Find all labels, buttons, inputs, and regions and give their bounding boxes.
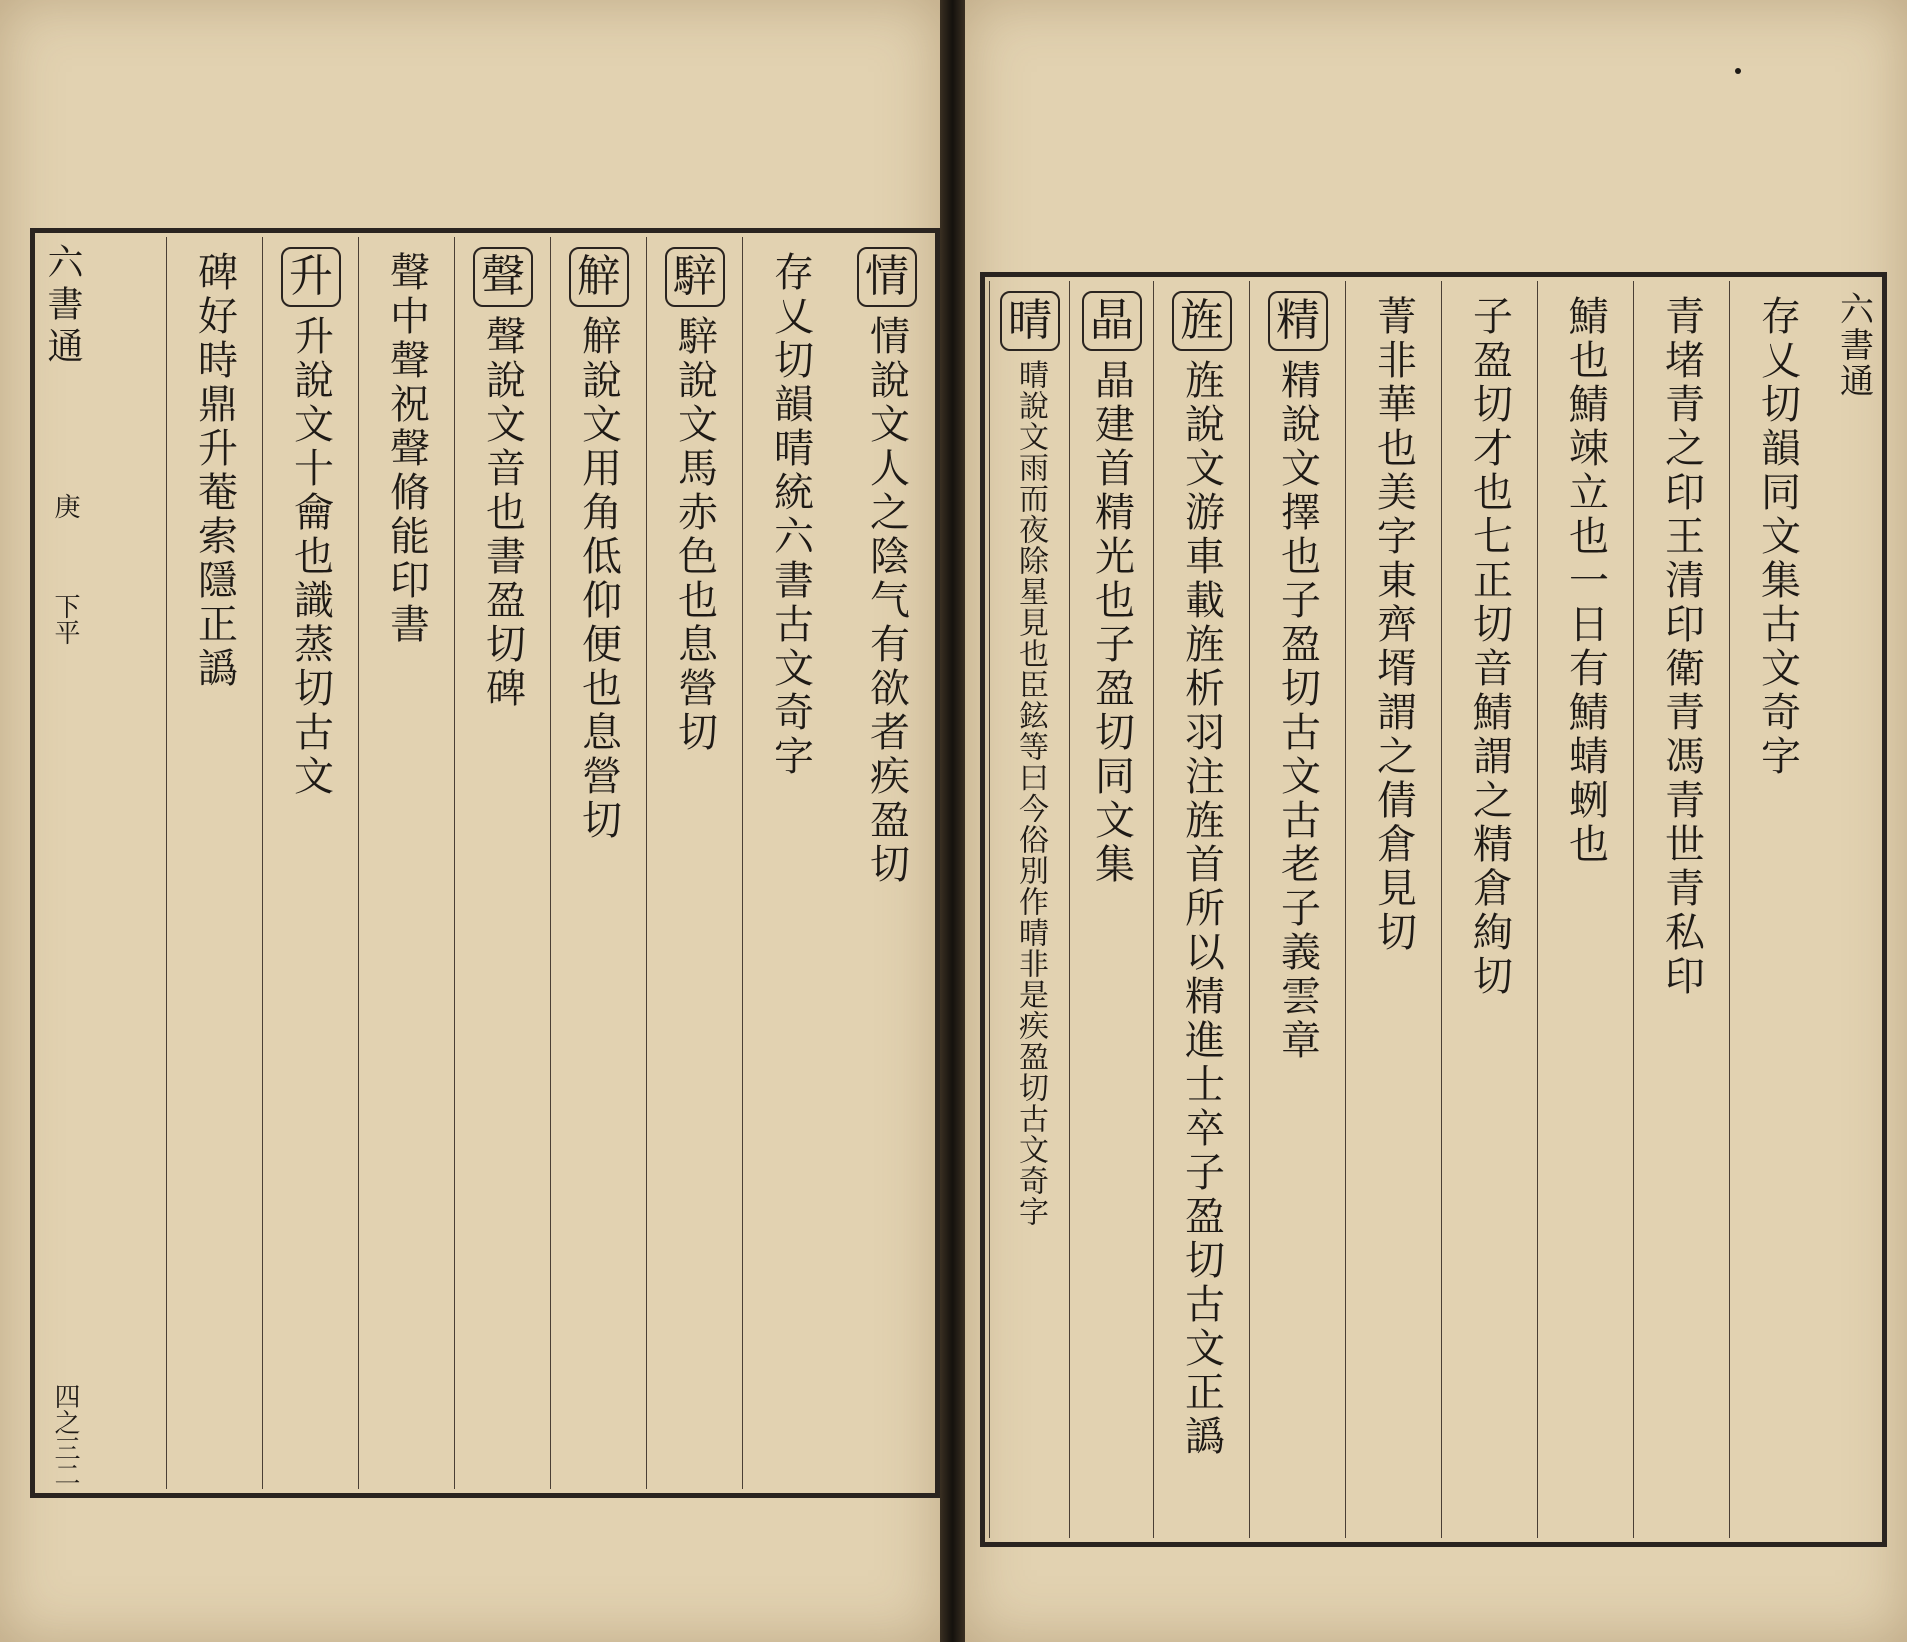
headword-box: 騂 bbox=[665, 247, 725, 307]
headword-box: 精 bbox=[1268, 291, 1328, 351]
column-9 bbox=[989, 281, 1070, 1538]
column-3 bbox=[1537, 281, 1634, 1538]
folio-number: 四之三二 bbox=[50, 1383, 80, 1487]
column-text: 鯖也鯖竦立也一日有鯖蜻蛚也 bbox=[1562, 295, 1609, 867]
column-1 bbox=[1729, 281, 1826, 1538]
margin-column bbox=[1826, 281, 1882, 1538]
column-text: 騂說文馬赤色也息營切 bbox=[671, 315, 718, 755]
column-3 bbox=[646, 237, 743, 1489]
column-5 bbox=[1345, 281, 1442, 1538]
margin-book-title: 六書通 bbox=[42, 243, 83, 369]
column-2 bbox=[742, 237, 839, 1489]
column-text: 精說文擇也子盈切古文古老子義雲章 bbox=[1274, 359, 1321, 1063]
column-5 bbox=[454, 237, 551, 1489]
column-text: 聲說文音也書盈切碑 bbox=[479, 315, 526, 711]
right-page-frame bbox=[980, 272, 1887, 1547]
column-text: 碑好時鼎升菴索隱正譌 bbox=[191, 251, 238, 691]
column-text: 升說文十龠也識蒸切古文 bbox=[287, 315, 334, 799]
column-2 bbox=[1633, 281, 1730, 1538]
headword-box: 旌 bbox=[1172, 291, 1232, 351]
column-7 bbox=[1153, 281, 1250, 1538]
column-text: 菁非華也美字東齊壻謂之倩倉見切 bbox=[1370, 295, 1417, 955]
column-text: 子盈切才也七正切音鯖謂之精倉絢切 bbox=[1466, 295, 1513, 999]
margin-rhyme: 庚 bbox=[50, 493, 80, 519]
margin-book-title: 六書通 bbox=[1833, 291, 1874, 399]
headword-box: 晶 bbox=[1082, 291, 1142, 351]
column-text: 聲中聲祝聲脩能印書 bbox=[383, 251, 430, 647]
column-1 bbox=[839, 237, 935, 1489]
headword-box: 晴 bbox=[1000, 291, 1060, 351]
headword-box: 情 bbox=[857, 247, 917, 307]
column-text: 晶建首精光也子盈切同文集 bbox=[1088, 359, 1135, 887]
headword-box: 聲 bbox=[473, 247, 533, 307]
column-4 bbox=[1441, 281, 1538, 1538]
book-gutter bbox=[940, 0, 965, 1642]
column-8 bbox=[166, 237, 263, 1489]
ink-dot bbox=[1735, 68, 1741, 74]
left-page-frame bbox=[30, 228, 940, 1498]
column-text: 觪說文用角低仰便也息營切 bbox=[575, 315, 622, 843]
left-page bbox=[0, 0, 940, 1642]
headword-box: 升 bbox=[281, 247, 341, 307]
column-6 bbox=[358, 237, 455, 1489]
column-text: 旌說文游車載旌析羽注旌首所以精進士卒子盈切古文正譌 bbox=[1178, 359, 1225, 1459]
column-text: 晴說文雨而夜除星見也臣鉉等曰今俗別作晴非是疾盈切古文奇字 bbox=[1013, 359, 1048, 1227]
column-text: 存乂切韻晴統六書古文奇字 bbox=[767, 251, 814, 779]
right-page bbox=[965, 0, 1907, 1642]
margin-tone: 下平 bbox=[50, 593, 80, 645]
column-4 bbox=[550, 237, 647, 1489]
column-6 bbox=[1249, 281, 1346, 1538]
column-text: 青堵青之印王清印衛青馮青世青私印 bbox=[1658, 295, 1705, 999]
headword-box: 觪 bbox=[569, 247, 629, 307]
column-text: 情說文人之陰气有欲者疾盈切 bbox=[863, 315, 910, 887]
column-8 bbox=[1069, 281, 1154, 1538]
column-text: 存乂切韻同文集古文奇字 bbox=[1754, 295, 1801, 779]
column-7 bbox=[262, 237, 359, 1489]
